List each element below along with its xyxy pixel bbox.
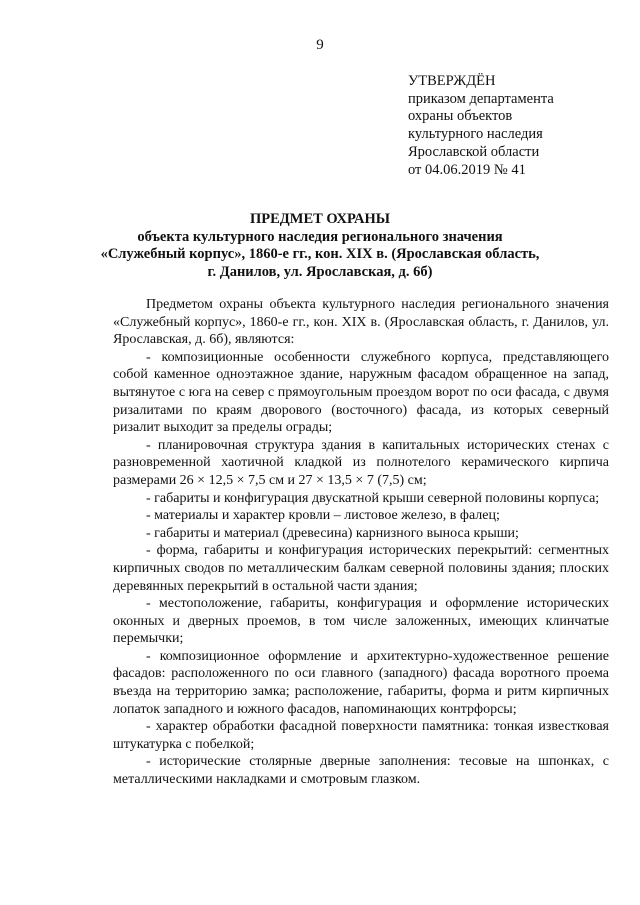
approval-line: Ярославской области <box>408 143 540 160</box>
list-item: - форма, габариты и конфигурация исторических перекрытий: сегментных кирпичных сводов по металлическим балкам северной половины здания; плоских деревянных перекрытий в остальной части здания; <box>113 543 609 594</box>
list-item: - габариты и конфигурация двускатной крыши северной половины корпуса; <box>146 490 600 506</box>
document-heading <box>0 211 640 281</box>
list-item: - характер обработки фасадной поверхности памятника: тонкая известковая штукатурка с побелкой; <box>113 719 609 752</box>
heading-subtitle-line: г. Данилов, ул. Ярославская, д. 6б) <box>207 263 433 280</box>
approval-line: охраны объектов <box>408 108 513 125</box>
heading-subtitle-line: «Служебный корпус», 1860-е гг., кон. XIX в. (Ярославская область, <box>100 246 540 263</box>
list-item: - местоположение, габариты, конфигурация и оформление исторических оконных и дверных проемов, в том числе заложенных, имеющих клинчатые перемычки; <box>113 596 609 647</box>
heading-subtitle-line: объекта культурного наследия регионального значения <box>137 228 503 245</box>
list-item: - композиционные особенности служебного корпуса, представляющего собой каменное одноэтажное здание, наружным фасадом обращенное на запад, вытянутое с юга на север с прямоугольным проездом ворот по оси фасада, с двумя ризалитами по краям дворового (восточного) фасада, из которых северный ризалит выходит за пределы ограды; <box>113 349 609 436</box>
list-item: - планировочная структура здания в капитальных исторических стенах с разновременной хаотичной кладкой из полнотелого керамического кирпича размерами 26 × 12,5 × 7,5 см и 27 × 13,5 × 7 (7,5) см; <box>113 437 609 488</box>
approval-stamp <box>408 73 554 179</box>
list-item: - габариты и материал (древесина) карнизного выноса крыши; <box>146 525 519 541</box>
approval-line: УТВЕРЖДЁН <box>408 73 496 89</box>
approval-line: от 04.06.2019 № 41 <box>408 161 526 178</box>
approval-line: культурного наследия <box>408 126 543 143</box>
page-number: 9 <box>316 37 324 53</box>
approval-line: приказом департамента <box>408 90 554 107</box>
list-item: - исторические столярные дверные заполнения: тесовые на шпонках, с металлическими накладками и смотровым глазком. <box>113 754 609 788</box>
intro-paragraph: Предметом охраны объекта культурного наследия регионального значения «Служебный корпус», 1860-е гг., кон. XIX в. (Ярославская область, г. Данилов, ул. Ярославская, д. 6б), являются: <box>113 297 609 348</box>
list-item: - материалы и характер кровли – листовое железо, в фалец; <box>146 508 500 524</box>
document-body <box>113 296 609 789</box>
document-title: ПРЕДМЕТ ОХРАНЫ <box>249 211 391 227</box>
list-item: - композиционное оформление и архитектурно-художественное решение фасадов: расположенного по оси главного (западного) фасада воротного проема въезда на территорию замка; расположение, габариты, форма и ритм кирпичных лопаток западного и южного фасадов, напоминающих контрфорсы; <box>113 648 609 717</box>
